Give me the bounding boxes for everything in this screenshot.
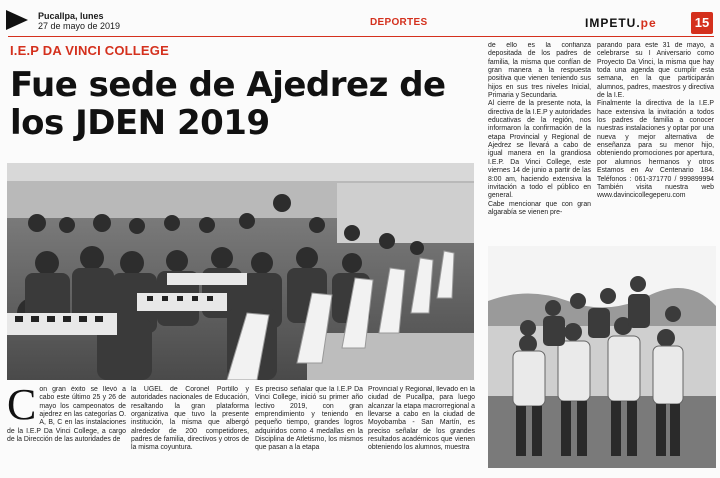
main-photo xyxy=(7,163,474,380)
page-number: 15 xyxy=(691,12,713,34)
athletes-image xyxy=(488,246,716,468)
arrow-icon xyxy=(6,10,28,30)
section-label[interactable]: DEPORTES xyxy=(370,17,428,28)
header-date: 27 de mayo de 2019 xyxy=(38,21,121,31)
article-headline: Fue sede de Ajedrez de los JDEN 2019 xyxy=(10,65,446,143)
article-kicker: I.E.P DA VINCI COLLEGE xyxy=(10,43,169,58)
article-column-2: la UGEL de Coronel Portillo y autoridades nacionales de Educación, resaltando la gran plataforma organizativa que tuvo la presente institución, la misma que albergó alrededor de 200 competidores, padres de familia, directivos y otros de la misma coyuntura. xyxy=(131,386,249,452)
brand-logo[interactable] xyxy=(585,16,657,30)
brand-tld: pe xyxy=(640,16,657,30)
brand-name: IMPETU. xyxy=(585,16,641,30)
article-column-5: de ello es la confianza depositada de los padres de familia, la misma que confían de gran manera a la respuesta positiva que vienen teniendo sus hijos en sus tres niveles Inicial, Primaria y Secundaria. Al cierre de la presente nota, la directiva de la I.E.P y autoridades educativas de la región, nos informaron la confirmación de la etapa Provincial y Regional de Ajedrez se llevará a cabo de igual manera en la grandiosa I.E.P. Da Vinci College, este viernes 14 de junio a partir de las 8:00 am, haciendo extensiva la invitación a todo el público en general. Cabe mencionar que con gran algarabía se vienen pre- xyxy=(488,42,591,216)
article-column-1 xyxy=(7,386,126,476)
page-header xyxy=(0,0,720,38)
side-photo xyxy=(488,246,716,468)
header-divider xyxy=(8,36,714,37)
article-dropcap: C xyxy=(7,386,37,429)
article-column-1-text: on gran éxito se llevó a cabo este último 25 y 26 de mayo los campeonatos de ajedrez en las categorías O. A, B, C en las instalaciones de la I.E.P Da Vinci College, a cargo de la Dirección de las autoridades de xyxy=(7,386,126,444)
article-column-3: Es preciso señalar que la I.E.P Da Vinci College, inició su primer año lectivo 2019, con gran emprendimiento y teniendo en pequeño tiempo, grandes logros adquiridos como 4 medallas en la Disciplina de Atletismo, los mismos que pasan a la etapa xyxy=(255,386,363,452)
article-column-4: Provincial y Regional, llevado en la ciudad de Pucallpa, para luego alcanzar la etapa macrorregional a llevarse a cabo en la ciudad de Moyobamba - San Martín, es preciso señalar de los grandes resultados académicos que vienen obteniendo los alumnos, muestra xyxy=(368,386,475,452)
header-city: Pucallpa, lunes xyxy=(38,11,104,21)
article-column-6: parando para este 31 de mayo, a celebrarse su I Aniversario como Proyecto Da Vinci, la misma que hay toda una agenda que cumplir esta semana, en la que participarán alumnos, padres, maestros y directiva de la I.E. Finalmente la directiva de la I.E.P hace extensiva la invitación a todos los padres de familia a conocer nuestras instalaciones y optar por una nueva y mejor alternativa de enseñanza para su menor hijo, obteniendo promociones por apertura, por alumnos hermanos y otros Estamos en Av Centenario 184. Teléfonos : 061-371770 / 999899994 También visita nuestra web www.davincicollegeperu.com xyxy=(597,42,714,200)
chess-hall-image xyxy=(7,163,474,380)
